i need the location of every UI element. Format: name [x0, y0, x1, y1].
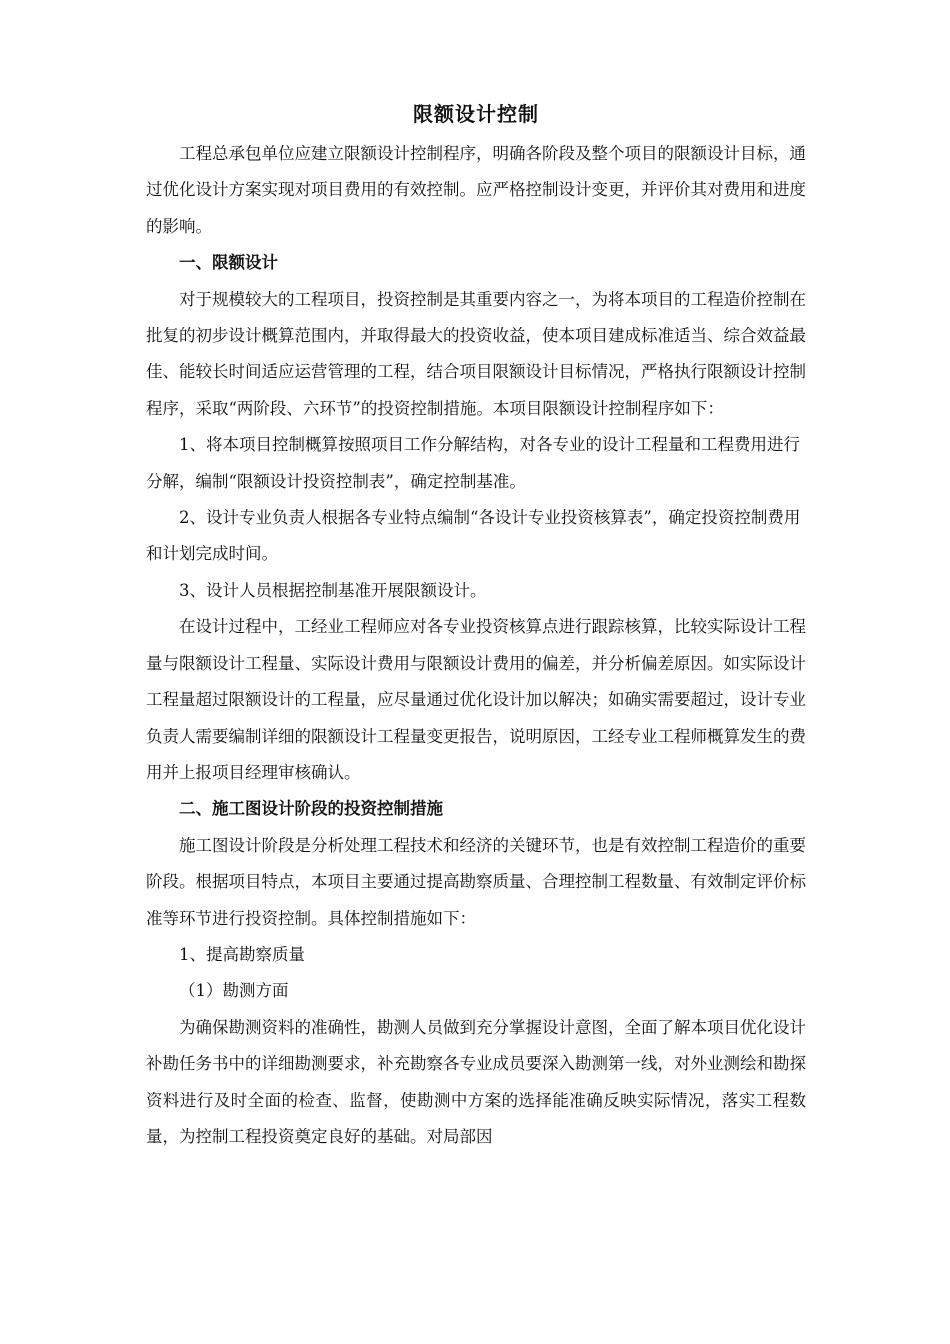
section1-paragraph-2: 在设计过程中，工经业工程师应对各专业投资核算点进行跟踪核算，比较实际设计工程量与限额设计工程量、实际设计费用与限额设计费用的偏差，并分析偏差原因。如实际设计工程量超过限额设计的工程量，应尽量通过优化设计加以解决；如确实需要超过，设计专业负责人需要编制详细的限额设计工程量变更报告，说明原因，工经专业工程师概算发生的费用并上报项目经理审核确认。 — [146, 617, 806, 782]
page-title: 限额设计控制 — [413, 102, 539, 126]
section-heading-1: 一、限额设计 — [179, 253, 278, 273]
list-item-3: 3、设计人员根据控制基准开展限额设计。 — [179, 580, 487, 600]
section-heading-2: 二、施工图设计阶段的投资控制措施 — [179, 799, 443, 819]
subheading-1: 1、提高勘察质量 — [179, 944, 305, 964]
list-item-1: 1、将本项目控制概算按照项目工作分解结构，对各专业的设计工程量和工程费用进行分解，编制“限额设计投资控制表”，确定控制基准。 — [146, 435, 800, 491]
intro-paragraph: 工程总承包单位应建立限额设计控制程序，明确各阶段及整个项目的限额设计目标，通过优化设计方案实现对项目费用的有效控制。应严格控制设计变更，并评价其对费用和进度的影响。 — [146, 144, 806, 236]
document-body — [146, 96, 806, 1155]
list-item-2: 2、设计专业负责人根据各专业特点编制“各设计专业投资核算表”，确定投资控制费用和计划完成时间。 — [146, 508, 801, 564]
section2-paragraph-1: 施工图设计阶段是分析处理工程技术和经济的关键环节，也是有效控制工程造价的重要阶段。根据项目特点，本项目主要通过提高勘察质量、合理控制工程数量、有效制定评价标准等环节进行投资控制。具体控制措施如下： — [146, 835, 806, 928]
subheading-1a: （1）勘测方面 — [179, 981, 289, 1001]
section1-paragraph-1: 对于规模较大的工程项目，投资控制是其重要内容之一，为将本项目的工程造价控制在批复的初步设计概算范围内，并取得最大的投资收益，使本项目建成标准适当、综合效益最佳、能较长时间适应运营管理的工程，结合项目限额设计目标情况，严格执行限额设计控制程序，采取“两阶段、六环节”的投资控制措施。本项目限额设计控制程序如下： — [146, 289, 806, 418]
section2-paragraph-2: 为确保勘测资料的准确性，勘测人员做到充分掌握设计意图，全面了解本项目优化设计补勘任务书中的详细勘测要求，补充勘察各专业成员要深入勘测第一线，对外业测绘和勘探资料进行及时全面的检查、监督，使勘测中方案的选择能准确反映实际情况，落实工程数量，为控制工程投资奠定良好的基础。对局部因 — [146, 1017, 806, 1146]
